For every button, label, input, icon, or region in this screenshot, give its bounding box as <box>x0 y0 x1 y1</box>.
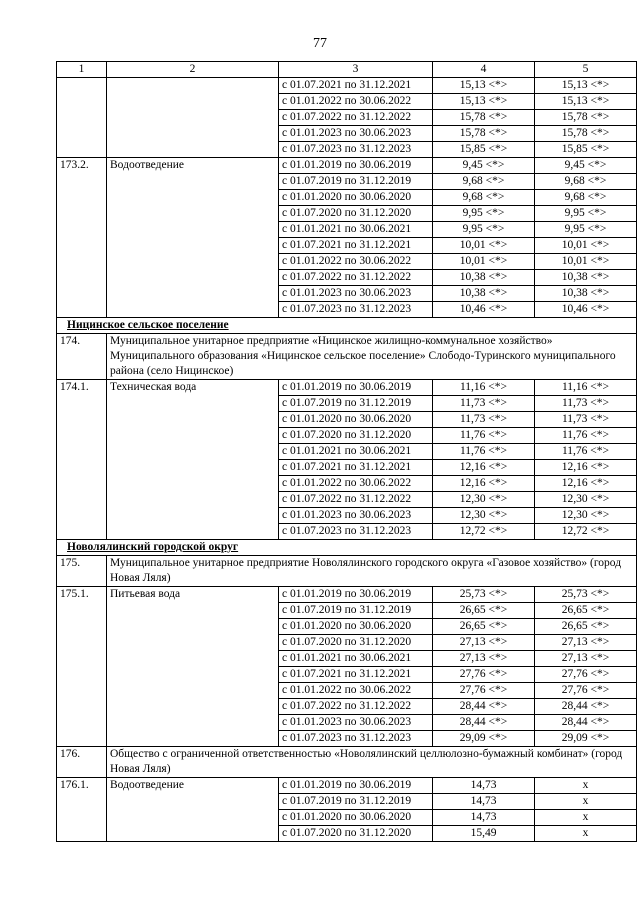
row-number <box>57 826 107 842</box>
tariff-value-col4: 26,65 <*> <box>433 603 535 619</box>
tariff-value-col4: 15,78 <*> <box>433 110 535 126</box>
period-cell: с 01.01.2020 по 30.06.2020 <box>279 190 433 206</box>
tariff-value-col5: 15,85 <*> <box>535 142 637 158</box>
service-name <box>107 270 279 286</box>
table-row <box>57 286 637 302</box>
table-row <box>57 826 637 842</box>
table-row <box>57 396 637 412</box>
period-cell: с 01.01.2022 по 30.06.2022 <box>279 476 433 492</box>
tariff-value-col5: 15,78 <*> <box>535 126 637 142</box>
period-cell: с 01.01.2022 по 30.06.2022 <box>279 254 433 270</box>
tariff-value-col5: 26,65 <*> <box>535 619 637 635</box>
table-row <box>57 380 637 396</box>
period-cell: с 01.01.2023 по 30.06.2023 <box>279 508 433 524</box>
header-cell: 3 <box>279 62 433 78</box>
tariff-value-col5: 12,30 <*> <box>535 492 637 508</box>
table-row <box>57 158 637 174</box>
table-row <box>57 94 637 110</box>
period-cell: с 01.07.2020 по 31.12.2020 <box>279 826 433 842</box>
period-cell: с 01.07.2022 по 31.12.2022 <box>279 270 433 286</box>
row-number: 173.2. <box>57 158 107 174</box>
service-name <box>107 396 279 412</box>
tariff-value-col4: 27,13 <*> <box>433 651 535 667</box>
period-cell: с 01.01.2019 по 30.06.2019 <box>279 158 433 174</box>
region-row <box>57 318 637 334</box>
table-row <box>57 715 637 731</box>
tariff-value-col4: 28,44 <*> <box>433 699 535 715</box>
tariff-value-col5: 11,76 <*> <box>535 428 637 444</box>
region-title: Новолялинский городской округ <box>57 540 637 556</box>
tariff-value-col5: 27,76 <*> <box>535 683 637 699</box>
period-cell: с 01.01.2019 по 30.06.2019 <box>279 587 433 603</box>
row-number: 174. <box>57 334 107 380</box>
table-row <box>57 78 637 94</box>
service-name <box>107 683 279 699</box>
table-row <box>57 603 637 619</box>
row-number <box>57 699 107 715</box>
tariff-value-col4: 27,76 <*> <box>433 683 535 699</box>
table-row <box>57 683 637 699</box>
table-row <box>57 492 637 508</box>
table-row <box>57 587 637 603</box>
row-number <box>57 254 107 270</box>
tariff-value-col4: 29,09 <*> <box>433 731 535 747</box>
tariff-value-col4: 15,78 <*> <box>433 126 535 142</box>
organization-name: Муниципальное унитарное предприятие «Ницинское жилищно-коммунальное хозяйство» Муниципального образования «Ницинское сельское поселение» Слободо-Туринского муниципального района (село Ницинское) <box>107 334 637 380</box>
period-cell: с 01.01.2023 по 30.06.2023 <box>279 715 433 731</box>
service-name <box>107 412 279 428</box>
table-row <box>57 699 637 715</box>
tariff-value-col4: 11,16 <*> <box>433 380 535 396</box>
tariff-value-col5: x <box>535 778 637 794</box>
row-number: 175.1. <box>57 587 107 603</box>
service-name <box>107 508 279 524</box>
service-name <box>107 476 279 492</box>
tariff-value-col5: 11,76 <*> <box>535 444 637 460</box>
tariff-value-col5: 10,46 <*> <box>535 302 637 318</box>
row-number <box>57 142 107 158</box>
tariff-value-col5: 28,44 <*> <box>535 699 637 715</box>
row-number <box>57 206 107 222</box>
tariff-value-col4: 26,65 <*> <box>433 619 535 635</box>
period-cell: с 01.01.2021 по 30.06.2021 <box>279 444 433 460</box>
row-number <box>57 476 107 492</box>
row-number <box>57 444 107 460</box>
row-number <box>57 78 107 94</box>
tariff-value-col4: 12,16 <*> <box>433 476 535 492</box>
table-row <box>57 619 637 635</box>
table-row <box>57 667 637 683</box>
row-number: 175. <box>57 556 107 587</box>
row-number <box>57 508 107 524</box>
tariff-value-col5: x <box>535 794 637 810</box>
service-name <box>107 444 279 460</box>
tariff-value-col5: 26,65 <*> <box>535 603 637 619</box>
row-number: 174.1. <box>57 380 107 396</box>
table-row <box>57 794 637 810</box>
period-cell: с 01.01.2021 по 30.06.2021 <box>279 651 433 667</box>
header-row <box>57 62 637 78</box>
tariff-value-col5: 10,38 <*> <box>535 270 637 286</box>
service-name: Техническая вода <box>107 380 279 396</box>
period-cell: с 01.07.2023 по 31.12.2023 <box>279 302 433 318</box>
tariff-value-col4: 11,76 <*> <box>433 428 535 444</box>
period-cell: с 01.01.2019 по 30.06.2019 <box>279 778 433 794</box>
period-cell: с 01.07.2020 по 31.12.2020 <box>279 206 433 222</box>
row-number <box>57 428 107 444</box>
service-name <box>107 94 279 110</box>
table-row <box>57 254 637 270</box>
tariff-value-col4: 14,73 <box>433 778 535 794</box>
period-cell: с 01.07.2022 по 31.12.2022 <box>279 492 433 508</box>
row-number <box>57 683 107 699</box>
header-cell: 1 <box>57 62 107 78</box>
period-cell: с 01.07.2021 по 31.12.2021 <box>279 460 433 476</box>
tariff-value-col4: 25,73 <*> <box>433 587 535 603</box>
period-cell: с 01.01.2021 по 30.06.2021 <box>279 222 433 238</box>
service-name <box>107 492 279 508</box>
organization-name: Муниципальное унитарное предприятие Новолялинского городского округа «Газовое хозяйство» (город Новая Ляля) <box>107 556 637 587</box>
table-row <box>57 428 637 444</box>
service-name <box>107 794 279 810</box>
period-cell: с 01.07.2022 по 31.12.2022 <box>279 110 433 126</box>
service-name <box>107 174 279 190</box>
table-row <box>57 126 637 142</box>
tariff-value-col4: 11,76 <*> <box>433 444 535 460</box>
tariff-value-col4: 14,73 <box>433 794 535 810</box>
service-name <box>107 667 279 683</box>
period-cell: с 01.07.2019 по 31.12.2019 <box>279 174 433 190</box>
row-number <box>57 810 107 826</box>
row-number: 176.1. <box>57 778 107 794</box>
organization-row <box>57 556 637 587</box>
tariff-value-col5: 12,72 <*> <box>535 524 637 540</box>
period-cell: с 01.07.2019 по 31.12.2019 <box>279 396 433 412</box>
tariff-value-col4: 28,44 <*> <box>433 715 535 731</box>
row-number <box>57 412 107 428</box>
tariff-value-col5: 11,73 <*> <box>535 412 637 428</box>
row-number <box>57 190 107 206</box>
tariff-table <box>56 61 637 842</box>
tariff-value-col5: 15,13 <*> <box>535 78 637 94</box>
table-row <box>57 190 637 206</box>
tariff-value-col5: 15,13 <*> <box>535 94 637 110</box>
tariff-value-col4: 27,13 <*> <box>433 635 535 651</box>
table-row <box>57 508 637 524</box>
table-row <box>57 635 637 651</box>
region-row <box>57 540 637 556</box>
service-name <box>107 190 279 206</box>
tariff-value-col4: 12,72 <*> <box>433 524 535 540</box>
service-name <box>107 126 279 142</box>
service-name <box>107 715 279 731</box>
tariff-value-col4: 27,76 <*> <box>433 667 535 683</box>
period-cell: с 01.07.2021 по 31.12.2021 <box>279 667 433 683</box>
period-cell: с 01.01.2020 по 30.06.2020 <box>279 619 433 635</box>
period-cell: с 01.07.2020 по 31.12.2020 <box>279 428 433 444</box>
row-number <box>57 731 107 747</box>
row-number <box>57 492 107 508</box>
table-row <box>57 270 637 286</box>
tariff-value-col5: 9,68 <*> <box>535 174 637 190</box>
service-name <box>107 810 279 826</box>
tariff-value-col4: 12,16 <*> <box>433 460 535 476</box>
service-name <box>107 142 279 158</box>
tariff-value-col4: 9,68 <*> <box>433 174 535 190</box>
tariff-value-col4: 10,38 <*> <box>433 270 535 286</box>
tariff-value-col4: 12,30 <*> <box>433 492 535 508</box>
service-name <box>107 78 279 94</box>
row-number <box>57 94 107 110</box>
table-row <box>57 238 637 254</box>
tariff-value-col5: 9,95 <*> <box>535 206 637 222</box>
tariff-value-col5: 27,76 <*> <box>535 667 637 683</box>
service-name <box>107 619 279 635</box>
tariff-value-col5: 9,45 <*> <box>535 158 637 174</box>
page-number: 77 <box>313 36 327 51</box>
service-name <box>107 206 279 222</box>
header-cell: 5 <box>535 62 637 78</box>
service-name <box>107 222 279 238</box>
period-cell: с 01.07.2022 по 31.12.2022 <box>279 699 433 715</box>
period-cell: с 01.07.2023 по 31.12.2023 <box>279 524 433 540</box>
row-number <box>57 286 107 302</box>
table-row <box>57 412 637 428</box>
tariff-value-col5: x <box>535 810 637 826</box>
tariff-value-col4: 10,46 <*> <box>433 302 535 318</box>
table-row <box>57 460 637 476</box>
service-name <box>107 699 279 715</box>
row-number <box>57 302 107 318</box>
row-number <box>57 270 107 286</box>
tariff-value-col5: 29,09 <*> <box>535 731 637 747</box>
organization-row <box>57 747 637 778</box>
period-cell: с 01.07.2021 по 31.12.2021 <box>279 78 433 94</box>
tariff-value-col5: 10,01 <*> <box>535 238 637 254</box>
tariff-value-col4: 9,95 <*> <box>433 222 535 238</box>
tariff-value-col5: 11,73 <*> <box>535 396 637 412</box>
period-cell: с 01.01.2019 по 30.06.2019 <box>279 380 433 396</box>
table-row <box>57 444 637 460</box>
period-cell: с 01.07.2023 по 31.12.2023 <box>279 142 433 158</box>
row-number <box>57 651 107 667</box>
tariff-value-col5: 12,30 <*> <box>535 508 637 524</box>
tariff-value-col4: 11,73 <*> <box>433 396 535 412</box>
row-number <box>57 460 107 476</box>
tariff-value-col4: 9,45 <*> <box>433 158 535 174</box>
row-number <box>57 126 107 142</box>
row-number <box>57 174 107 190</box>
row-number <box>57 603 107 619</box>
tariff-value-col4: 9,68 <*> <box>433 190 535 206</box>
tariff-value-col4: 10,01 <*> <box>433 238 535 254</box>
table-row <box>57 651 637 667</box>
tariff-value-col5: 10,01 <*> <box>535 254 637 270</box>
table-row <box>57 524 637 540</box>
tariff-value-col4: 14,73 <box>433 810 535 826</box>
row-number <box>57 238 107 254</box>
table-row <box>57 174 637 190</box>
table-row <box>57 476 637 492</box>
service-name <box>107 460 279 476</box>
period-cell: с 01.01.2022 по 30.06.2022 <box>279 683 433 699</box>
period-cell: с 01.01.2023 по 30.06.2023 <box>279 286 433 302</box>
table-row <box>57 142 637 158</box>
service-name <box>107 286 279 302</box>
row-number <box>57 794 107 810</box>
period-cell: с 01.01.2022 по 30.06.2022 <box>279 94 433 110</box>
table-row <box>57 110 637 126</box>
table-row <box>57 731 637 747</box>
service-name <box>107 524 279 540</box>
period-cell: с 01.01.2020 по 30.06.2020 <box>279 810 433 826</box>
row-number <box>57 635 107 651</box>
service-name <box>107 254 279 270</box>
table-row <box>57 222 637 238</box>
tariff-value-col4: 10,38 <*> <box>433 286 535 302</box>
service-name <box>107 651 279 667</box>
header-cell: 4 <box>433 62 535 78</box>
row-number <box>57 110 107 126</box>
row-number <box>57 715 107 731</box>
tariff-value-col5: 28,44 <*> <box>535 715 637 731</box>
tariff-value-col4: 15,13 <*> <box>433 78 535 94</box>
row-number <box>57 396 107 412</box>
tariff-table-body <box>57 62 637 842</box>
tariff-value-col4: 10,01 <*> <box>433 254 535 270</box>
table-row <box>57 810 637 826</box>
service-name: Питьевая вода <box>107 587 279 603</box>
tariff-value-col5: 12,16 <*> <box>535 476 637 492</box>
row-number <box>57 222 107 238</box>
tariff-value-col5: 12,16 <*> <box>535 460 637 476</box>
row-number: 176. <box>57 747 107 778</box>
region-title: Ницинское сельское поселение <box>57 318 637 334</box>
tariff-value-col5: 10,38 <*> <box>535 286 637 302</box>
tariff-value-col5: 9,95 <*> <box>535 222 637 238</box>
row-number <box>57 619 107 635</box>
period-cell: с 01.01.2020 по 30.06.2020 <box>279 412 433 428</box>
service-name <box>107 302 279 318</box>
organization-name: Общество с ограниченной ответственностью «Новолялинский целлюлозно-бумажный комбинат» (город Новая Ляля) <box>107 747 637 778</box>
period-cell: с 01.07.2023 по 31.12.2023 <box>279 731 433 747</box>
tariff-value-col4: 15,85 <*> <box>433 142 535 158</box>
tariff-value-col5: 9,68 <*> <box>535 190 637 206</box>
row-number <box>57 524 107 540</box>
service-name <box>107 238 279 254</box>
tariff-value-col4: 15,49 <box>433 826 535 842</box>
table-row <box>57 206 637 222</box>
service-name: Водоотведение <box>107 158 279 174</box>
header-cell: 2 <box>107 62 279 78</box>
period-cell: с 01.07.2019 по 31.12.2019 <box>279 603 433 619</box>
organization-row <box>57 334 637 380</box>
table-row <box>57 778 637 794</box>
tariff-value-col5: 15,78 <*> <box>535 110 637 126</box>
period-cell: с 01.07.2019 по 31.12.2019 <box>279 794 433 810</box>
service-name: Водоотведение <box>107 778 279 794</box>
tariff-value-col4: 12,30 <*> <box>433 508 535 524</box>
tariff-value-col5: 27,13 <*> <box>535 651 637 667</box>
period-cell: с 01.07.2021 по 31.12.2021 <box>279 238 433 254</box>
service-name <box>107 603 279 619</box>
service-name <box>107 428 279 444</box>
tariff-value-col5: 27,13 <*> <box>535 635 637 651</box>
period-cell: с 01.07.2020 по 31.12.2020 <box>279 635 433 651</box>
tariff-value-col4: 9,95 <*> <box>433 206 535 222</box>
service-name <box>107 731 279 747</box>
period-cell: с 01.01.2023 по 30.06.2023 <box>279 126 433 142</box>
tariff-value-col5: x <box>535 826 637 842</box>
row-number <box>57 667 107 683</box>
tariff-value-col4: 11,73 <*> <box>433 412 535 428</box>
tariff-value-col4: 15,13 <*> <box>433 94 535 110</box>
tariff-value-col5: 11,16 <*> <box>535 380 637 396</box>
service-name <box>107 826 279 842</box>
service-name <box>107 110 279 126</box>
service-name <box>107 635 279 651</box>
tariff-value-col5: 25,73 <*> <box>535 587 637 603</box>
table-row <box>57 302 637 318</box>
